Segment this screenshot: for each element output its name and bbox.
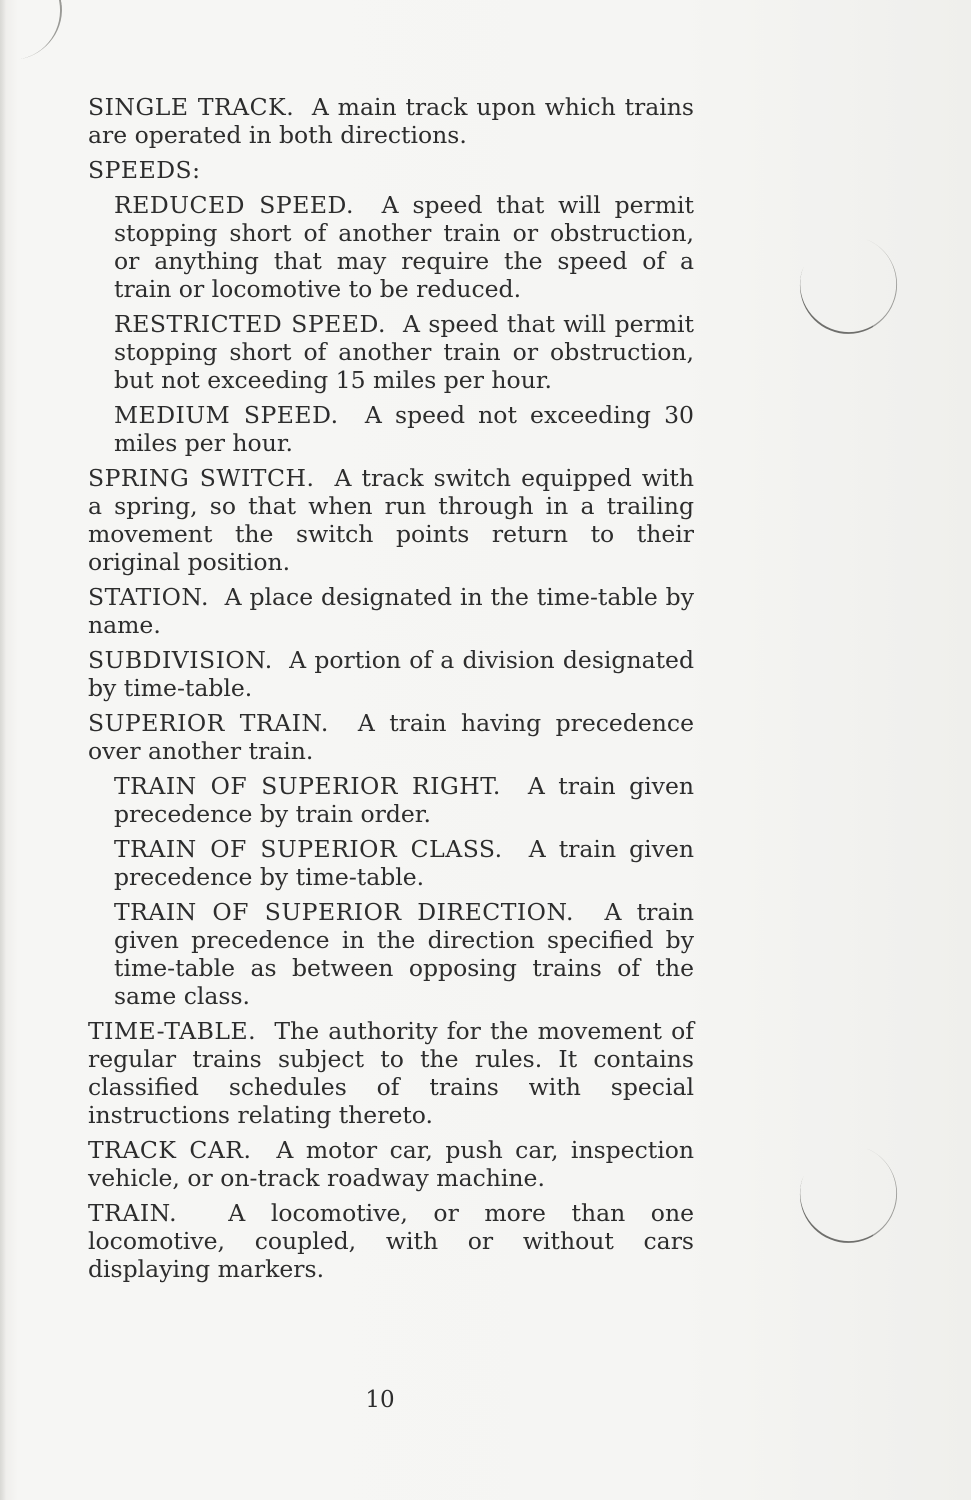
entry-definition: A speed not exceeding 30 miles per hour.: [114, 401, 694, 457]
entry-term: TRAIN OF SUPERIOR RIGHT.: [114, 772, 501, 800]
entry-definition: A motor car, push car, inspection vehicle, or on-track roadway machine.: [88, 1136, 694, 1192]
entry-term: MEDIUM SPEED.: [114, 401, 339, 429]
entry-superior-train: [88, 709, 694, 765]
entry-superior-class: [88, 835, 694, 891]
entry-definition: A locomotive, or more than one locomotive, coupled, with or without cars displaying markers.: [88, 1199, 694, 1283]
entry-definition: A portion of a division designated by time-table.: [88, 646, 694, 702]
entry-definition: A train given precedence by train order.: [114, 772, 694, 828]
punch-hole-upper: [785, 221, 912, 348]
entry-term: TRAIN OF SUPERIOR CLASS.: [114, 835, 503, 863]
page-number: 10: [365, 1387, 395, 1413]
page-left-edge: [0, 0, 6, 1500]
entry-term: SPEEDS:: [88, 156, 201, 184]
entry-definition: A track switch equipped with a spring, so that when run through in a trailing movement the switch points return to their original position.: [88, 464, 694, 576]
entry-superior-right: [88, 772, 694, 828]
entry-train: [88, 1199, 694, 1283]
entry-station: [88, 583, 694, 639]
entry-definition: A speed that will permit stopping short of another train or obstruction, or anything that may require the speed of a train or locomotive to be reduced.: [114, 191, 695, 303]
entry-track-car: [88, 1136, 694, 1192]
entry-term: TRAIN OF SUPERIOR DIRECTION.: [114, 898, 574, 926]
entry-definition: A main track upon which trains are operated in both directions.: [88, 93, 694, 149]
entry-restricted-speed: [88, 310, 694, 394]
entry-term: RESTRICTED SPEED.: [114, 310, 386, 338]
entry-medium-speed: [88, 401, 694, 457]
entry-term: STATION.: [88, 583, 209, 611]
entry-term: TRACK CAR.: [88, 1136, 252, 1164]
entry-definition: A train given precedence in the direction specified by time-table as between opposing trains of the same class.: [114, 898, 694, 1010]
entry-reduced-speed: [88, 191, 694, 303]
entry-single-track: [88, 93, 694, 149]
entry-term: REDUCED SPEED.: [114, 191, 354, 219]
page-corner-curve: [0, 0, 70, 68]
punch-hole-lower: [785, 1130, 912, 1257]
entry-definition: A train given precedence by time-table.: [114, 835, 694, 891]
entry-definition: The authority for the movement of regular trains subject to the rules. It contains classified schedules of trains with special instructions relating thereto.: [88, 1017, 694, 1129]
entry-speeds-heading: [88, 156, 694, 184]
entry-term: SUPERIOR TRAIN.: [88, 709, 329, 737]
entry-superior-direction: [88, 898, 694, 1010]
entry-term: SINGLE TRACK.: [88, 93, 295, 121]
entry-time-table: [88, 1017, 694, 1129]
entry-term: TRAIN.: [88, 1199, 178, 1227]
entry-spring-switch: [88, 464, 694, 576]
entry-term: SUBDIVISION.: [88, 646, 273, 674]
entry-subdivision: [88, 646, 694, 702]
entry-term: TIME-TABLE.: [88, 1017, 257, 1045]
entry-definition: A speed that will permit stopping short of another train or obstruction, but not exceeding 15 miles per hour.: [114, 310, 694, 394]
definitions-list: [88, 93, 694, 1290]
entry-definition: A train having precedence over another train.: [88, 709, 694, 765]
entry-definition: A place designated in the time-table by name.: [88, 583, 694, 639]
entry-term: SPRING SWITCH.: [88, 464, 315, 492]
